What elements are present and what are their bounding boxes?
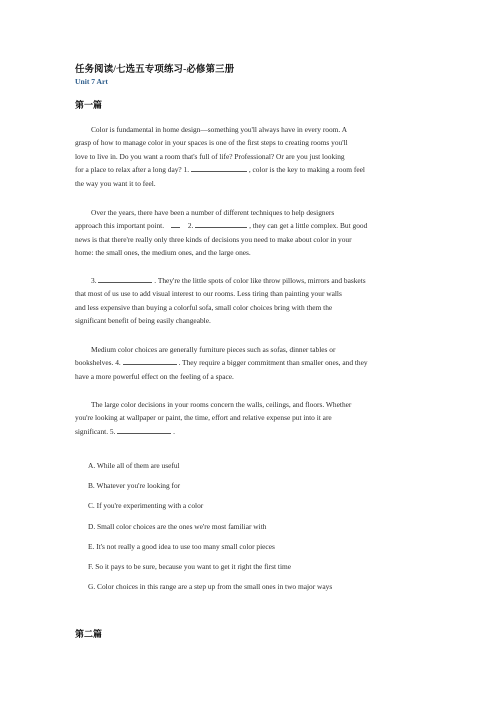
answer-blank-3[interactable] <box>98 274 152 283</box>
paragraph-text: approach this important point. <box>75 221 165 231</box>
paragraph-2 <box>75 206 430 260</box>
paragraph-3 <box>75 274 430 328</box>
option-c: C. If you're experimenting with a color <box>88 501 204 510</box>
paragraph-text: . <box>173 426 176 436</box>
paragraph-line: The large color decisions in your rooms concern the walls, ceilings, and floors. Whether <box>91 400 352 409</box>
paragraph-text: for a place to relax after a long day? 1. <box>75 165 190 175</box>
paragraph-5 <box>75 398 430 438</box>
paragraph-line: grasp of how to manage color in your spaces is one of the first steps to creating rooms you'll <box>75 138 348 148</box>
option-d: D. Small color choices are the ones we're most familiar with <box>88 522 267 531</box>
page-title: 任务阅读/七选五专项练习-必修第三册 <box>75 65 235 75</box>
paragraph-text: , color is the key to making a room feel <box>248 165 365 175</box>
paragraph-4 <box>75 343 430 383</box>
answer-blank-2[interactable] <box>195 219 247 228</box>
paragraph-text: bookshelves. 4. <box>75 358 121 368</box>
option-e: E. It's not really a good idea to use too many small color pieces <box>88 542 275 551</box>
paragraph-line: Over the years, there have been a number of different techniques to help designers <box>91 208 335 217</box>
answer-blank-4[interactable] <box>123 356 177 365</box>
paragraph-line: significant benefit of being easily changeable. <box>75 316 211 326</box>
answer-blank-1[interactable] <box>191 163 247 172</box>
answer-mark <box>171 219 180 228</box>
paragraph-text: 2. <box>187 221 194 231</box>
paragraph-line: and less expensive than buying a colorful sofa, small color choices bring with them the <box>75 302 333 312</box>
unit-label: Unit 7 Art <box>75 77 108 86</box>
option-b: B. Whatever you're looking for <box>88 481 181 490</box>
answer-blank-5[interactable] <box>117 425 171 434</box>
paragraph-line: the way you want it to feel. <box>75 178 156 188</box>
paragraph-line: love to live in. Do you want a room that's full of life? Professional? Or are you just looking <box>75 151 345 161</box>
paragraph-text: significant. 5. <box>75 426 116 436</box>
passage-2-heading: 第二篇 <box>75 629 103 639</box>
paragraph-text: , they can get a little complex. But good <box>249 221 368 231</box>
paragraph-text: 3. <box>91 276 97 285</box>
paragraph-line: Medium color choices are generally furniture pieces such as sofas, dinner tables or <box>91 345 336 354</box>
option-a: A. While all of them are useful <box>88 461 180 470</box>
paragraph-line: you're looking at wallpaper or paint, the time, effort and relative expense put into it are <box>75 413 332 423</box>
paragraph-line: Color is fundamental in home design—something you'll always have in every room. A <box>91 125 348 134</box>
paragraph-line: news is that there're really only three kinds of decisions you need to make about color in your <box>75 234 352 244</box>
passage-1-heading: 第一篇 <box>75 100 103 110</box>
paragraph-line: home: the small ones, the medium ones, and the large ones. <box>75 248 251 258</box>
paragraph-line: that most of us use to add visual interest to our rooms. Less tiring than painting your walls <box>75 289 342 299</box>
option-g: G. Color choices in this range are a step up from the small ones in two major ways <box>88 582 333 591</box>
paragraph-line: have a more powerful effect on the feeling of a space. <box>75 371 234 381</box>
paragraph-text: . They're the little spots of color like throw pillows, mirrors and baskets <box>154 276 366 285</box>
option-f: F. So it pays to be sure, because you want to get it right the first time <box>88 562 292 571</box>
paragraph-text: . They require a bigger commitment than smaller ones, and they <box>178 358 368 368</box>
paragraph-1 <box>75 123 430 190</box>
